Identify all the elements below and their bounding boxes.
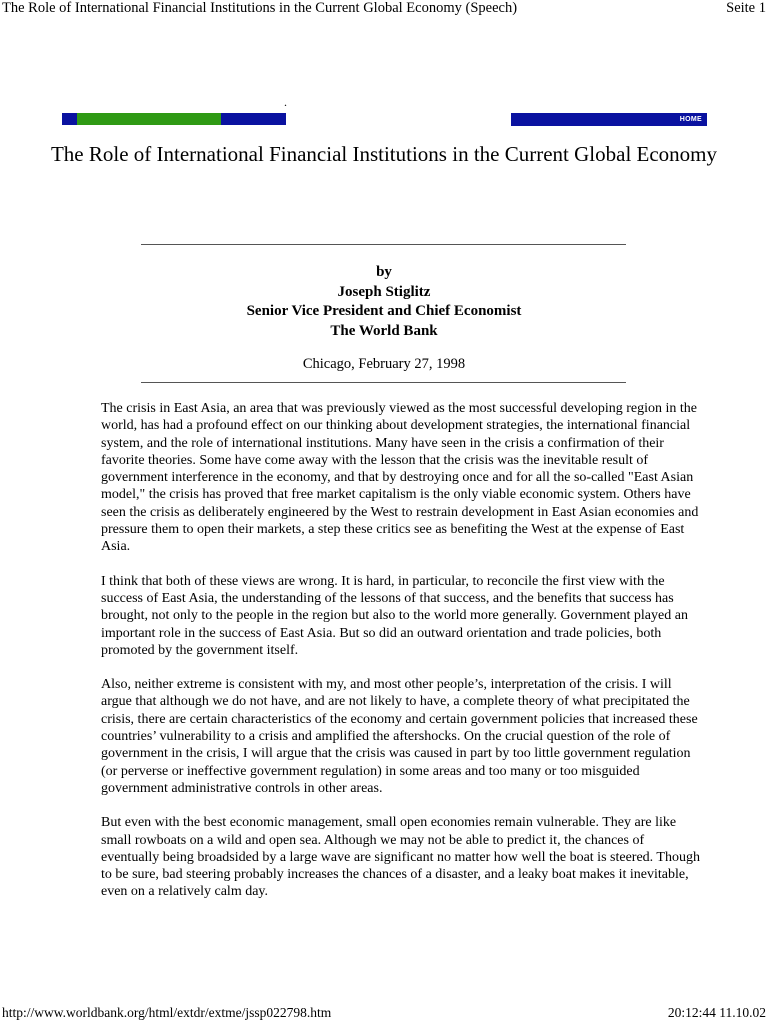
banner-segment-blue (221, 113, 286, 125)
paragraph: The crisis in East Asia, an area that was previously viewed as the most successful developing region in the world, has had a profound effect on our thinking about development strategies, the international financial system, and the role of international institutions. Many have seen in the crisis a confirmation of their favorite theories. Some have come away with the lesson that the crisis was the inevitable result of government interference in the economy, and that by destroying once and for all the so-called "East Asian model," the crisis has proved that free market capitalism is the only viable economic system. Others have seen the crisis as deliberately engineered by the West to restrain development in East Asian economies and pressure them to open their markets, a step these critics see as benefiting the West at the expense of East Asia. (101, 401, 699, 555)
author-organization: The World Bank (330, 322, 438, 339)
paragraph: Also, neither extreme is consistent with my, and most other people’s, interpretation of the crisis. I will argue that although we do not have, and are not likely to have, a complete theory of what precipitated the crisis, there are certain characteristics of the economy and certain government policies that increased these countries’ vulnerability to a crisis and amplified the aftershocks. On the crucial question of the role of government in the crisis, I will argue that the crisis was caused in part by too little government regulation (or perverse or ineffective government regulation) in some areas and too many or too misguided government administrative controls in other areas. (101, 677, 698, 796)
print-header-page: Seite 1 (726, 0, 766, 16)
banner-segment-blue (62, 113, 77, 125)
banner-segment-green (77, 113, 221, 125)
paragraph: I think that both of these views are wrong. It is hard, in particular, to reconcile the first view with the success of East Asia, the understanding of the lessons of that success, and the benefits that success has brought, not only to the people in the region but also to the world more generally. Government played an important role in the success of East Asia. But so did an outward orientation and trade policies, both promoted by the government itself. (101, 573, 688, 658)
byline (100, 263, 668, 341)
decor-dot: . (284, 95, 287, 109)
byline-by: by (376, 264, 392, 280)
author-name: Joseph Stiglitz (337, 283, 431, 300)
home-link[interactable]: HOME (679, 116, 702, 123)
print-header-title: The Role of International Financial Institutions in the Current Global Economy (Speech) (2, 0, 518, 16)
print-footer-url: http://www.worldbank.org/html/extdr/extme/jssp022798.htm (2, 1005, 332, 1020)
paragraph: But even with the best economic management, small open economies remain vulnerable. They are like small rowboats on a wild and open sea. Although we may not be able to predict it, the chances of eventually being broadsided by a large wave are significant no matter how well the boat is steered. Though to be sure, bad steering probably increases the chances of a disaster, and a leaky boat makes it inevitable, even on a relatively calm day. (101, 815, 700, 900)
divider-bottom (141, 382, 626, 383)
article-body (101, 400, 701, 918)
article-title: The Role of International Financial Institutions in the Current Global Economy (50, 142, 718, 166)
divider-top (141, 244, 626, 245)
home-nav-bar (511, 113, 707, 126)
print-footer-timestamp: 20:12:44 11.10.02 (667, 1005, 766, 1020)
dateline: Chicago, February 27, 1998 (302, 356, 466, 372)
author-position: Senior Vice President and Chief Economist (246, 303, 522, 319)
nav-banner-bar (62, 113, 286, 125)
